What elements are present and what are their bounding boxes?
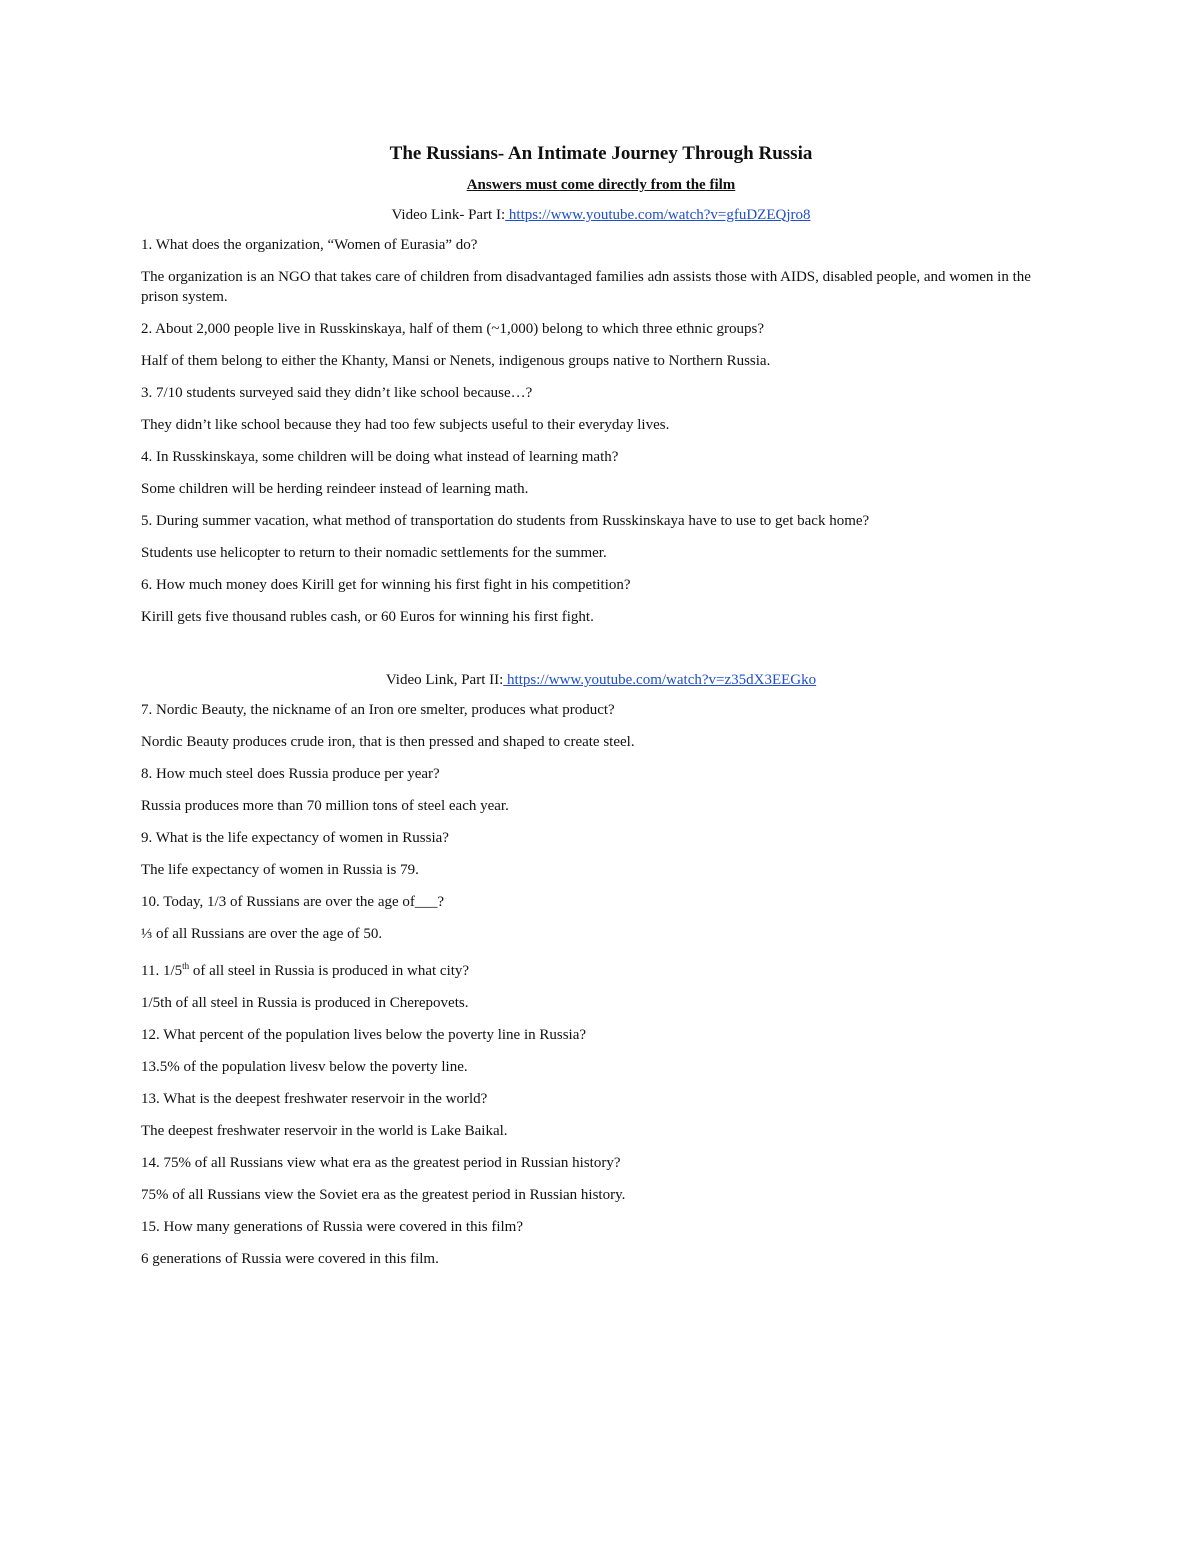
video-link-part-2[interactable]: https://www.youtube.com/watch?v=z35dX3EEGko: [503, 672, 817, 688]
question-3: 3. 7/10 students surveyed said they didn’t like school because…?: [141, 385, 533, 401]
answer-1: The organization is an NGO that takes care of children from disadvantaged families adn assists those with AIDS, disabled people, and women in the prison system.: [141, 269, 1031, 305]
answer-3: They didn’t like school because they had too few subjects useful to their everyday lives.: [141, 417, 670, 433]
answer-13: The deepest freshwater reservoir in the world is Lake Baikal.: [141, 1123, 508, 1139]
question-11-pre: 11. 1/5: [141, 963, 183, 979]
answer-11: 1/5th of all steel in Russia is produced in Cherepovets.: [141, 995, 469, 1011]
section-spacer: [141, 639, 1061, 669]
answer-7: Nordic Beauty produces crude iron, that is then pressed and shaped to create steel.: [141, 734, 635, 750]
question-1: 1. What does the organization, “Women of Eurasia” do?: [141, 237, 478, 253]
question-14: 14. 75% of all Russians view what era as the greatest period in Russian history?: [141, 1155, 621, 1171]
video-link-part-2-label: Video Link, Part II:: [385, 672, 504, 688]
video-link-part-1-label: Video Link- Part I:: [391, 207, 506, 223]
question-9: 9. What is the life expectancy of women in Russia?: [141, 830, 449, 846]
answer-2: Half of them belong to either the Khanty, Mansi or Nenets, indigenous groups native to Northern Russia.: [141, 353, 771, 369]
video-link-part-1[interactable]: https://www.youtube.com/watch?v=gfuDZEQjro8: [505, 207, 811, 223]
answer-14: 75% of all Russians view the Soviet era as the greatest period in Russian history.: [141, 1187, 626, 1203]
document-subtitle: Answers must come directly from the film: [466, 177, 736, 193]
question-11-sup: th: [182, 961, 190, 971]
video-link-part-1-line: [141, 204, 1061, 226]
answer-5: Students use helicopter to return to their nomadic settlements for the summer.: [141, 545, 607, 561]
question-15: 15. How many generations of Russia were covered in this film?: [141, 1219, 523, 1235]
question-8: 8. How much steel does Russia produce per year?: [141, 766, 440, 782]
question-11-post: of all steel in Russia is produced in what city?: [189, 963, 470, 979]
question-4: 4. In Russkinskaya, some children will be doing what instead of learning math?: [141, 449, 619, 465]
answer-4: Some children will be herding reindeer instead of learning math.: [141, 481, 529, 497]
question-2: 2. About 2,000 people live in Russkinskaya, half of them (~1,000) belong to which three ethnic groups?: [141, 321, 764, 337]
document-title: The Russians- An Intimate Journey Through Russia: [389, 143, 813, 164]
document-page: [141, 140, 1061, 1281]
question-7: 7. Nordic Beauty, the nickname of an Iron ore smelter, produces what product?: [141, 702, 615, 718]
answer-9: The life expectancy of women in Russia is 79.: [141, 862, 419, 878]
question-13: 13. What is the deepest freshwater reservoir in the world?: [141, 1091, 488, 1107]
question-12: 12. What percent of the population lives below the poverty line in Russia?: [141, 1027, 587, 1043]
question-11: [141, 956, 1061, 981]
question-6: 6. How much money does Kirill get for winning his first fight in his competition?: [141, 577, 631, 593]
answer-12: 13.5% of the population livesv below the poverty line.: [141, 1059, 468, 1075]
answer-6: Kirill gets five thousand rubles cash, or 60 Euros for winning his first fight.: [141, 609, 594, 625]
answer-8: Russia produces more than 70 million tons of steel each year.: [141, 798, 509, 814]
video-link-part-2-line: [141, 669, 1061, 691]
question-10: 10. Today, 1/3 of Russians are over the age of___?: [141, 894, 445, 910]
answer-15: 6 generations of Russia were covered in this film.: [141, 1251, 439, 1267]
answer-10: ⅓ of all Russians are over the age of 50.: [141, 926, 383, 942]
question-5: 5. During summer vacation, what method of transportation do students from Russkinskaya have to use to get back home?: [141, 513, 870, 529]
